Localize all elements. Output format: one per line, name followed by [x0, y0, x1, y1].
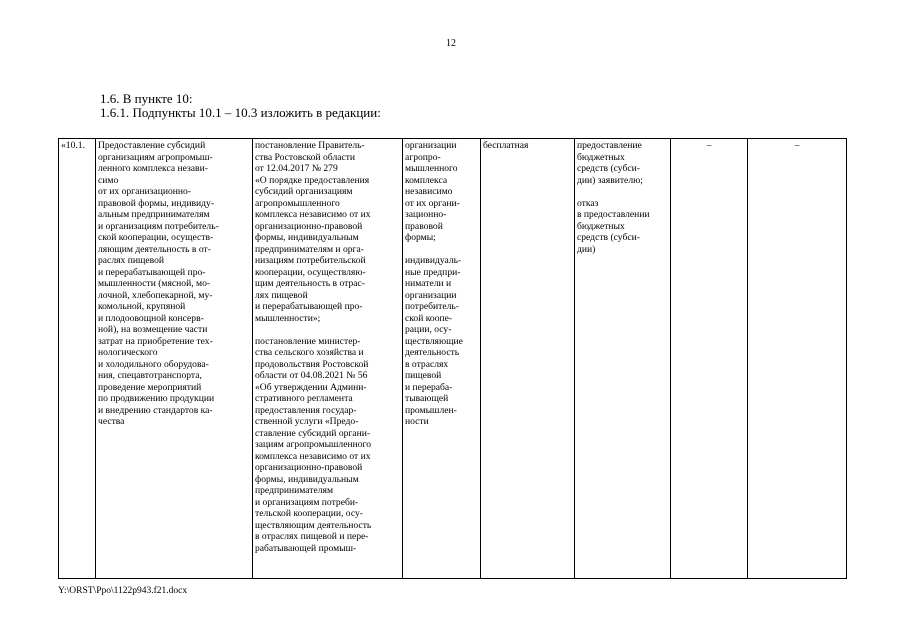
cell-fee — [481, 139, 575, 579]
section-heading: 1.6. В пункте 10: — [100, 91, 193, 106]
cell-legal-basis-text: постановление Правитель- ства Ростовской области от 12.04.2017 № 279 «О порядке предоставления субсидий организациям агропромышленного комплекса независимо от их организационно-правовой формы, индивидуальным предпринимателям и орга- низациям потребительской кооперации, осуществляю- щим деятельность в отрас- лях пищевой и перерабатывающей про- мышленности»; постановление министер- ства сельского хозяйства и продовольствия Ростовской области от 04.08.2021 № 56 «Об утверждении Админи- стративного регламента предоставления государ- ственной услуги «Предо- ставление субсидий органи- зациям агропромышленного комплекса независимо от их организационно-правовой формы, индивидуальным предпринимателям и организациям потреби- тельской кооперации, осу- ществляющим деятельность в отраслях пищевой и пере- рабатывающей промыш- — [255, 140, 372, 554]
cell-col7 — [671, 139, 748, 579]
regulation-table — [58, 138, 847, 579]
cell-service-text: Предоставление субсидий организациям агропромыш- ленного комплекса незави- симо от их организационно- правовой формы, индивиду- альным предпринимателям и организациям потребитель- ской кооперации, осуществ- ляющим деятельность в от- раслях пищевой и перерабатывающей про- мышленности (мясной, мо- лочной, хлебопекарной, му- комольной, крупяной и плодоовощной консерв- ной), на возмещение части затрат на приобретение тех- нологического и холодильного оборудова- ния, спецавтотранспорта, проведение мероприятий по продвижению продукции и внедрению стандартов ка- чества — [98, 140, 219, 427]
file-path-footer: Y:\ORST\Ppo\1122p943.f21.docx — [58, 586, 188, 596]
cell-col8 — [748, 139, 847, 579]
cell-applicants — [403, 139, 481, 579]
table-row — [59, 139, 847, 579]
cell-number-text: «10.1. — [61, 140, 85, 151]
cell-col8-text: – — [794, 140, 800, 151]
cell-result — [575, 139, 671, 579]
cell-result-text: предоставление бюджетных средств (субси- дии) заявителю; отказ в предоставлении бюджетных средств (субси- дии) — [577, 140, 650, 255]
cell-col7-text: – — [706, 140, 712, 151]
cell-number — [59, 139, 96, 579]
page-number: 12 — [446, 38, 456, 49]
cell-fee-text: бесплатная — [483, 140, 529, 151]
cell-legal-basis — [253, 139, 403, 579]
cell-service — [96, 139, 253, 579]
cell-applicants-text: организации агропро- мышленного комплекса независимо от их органи- зационно- правовой формы; индивидуаль- ные предпри- ниматели и организации потребитель- ской коопе- рации, осу- ществляющие деятельность в отраслях пищевой и перераба- тывающей промышлен- ности — [405, 140, 463, 427]
subsection-heading: 1.6.1. Подпункты 10.1 – 10.3 изложить в редакции: — [100, 105, 381, 120]
